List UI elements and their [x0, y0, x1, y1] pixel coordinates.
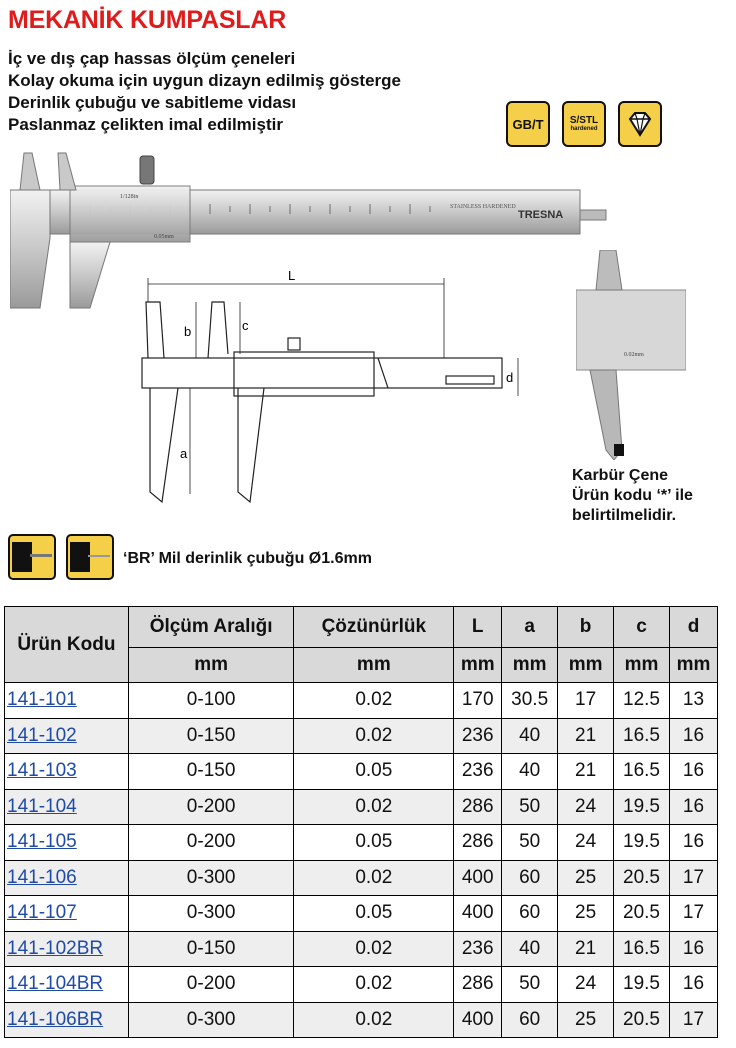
table-cell: 286 — [454, 825, 502, 861]
product-code-cell — [5, 718, 129, 754]
stainless-badge-label: S/STL — [569, 115, 599, 126]
table-cell: 24 — [558, 967, 614, 1003]
table-cell: 0.02 — [294, 1002, 454, 1038]
table-cell: 13 — [669, 683, 717, 719]
table-cell: 0-150 — [128, 718, 294, 754]
table-cell: 400 — [454, 896, 502, 932]
table-cell: 16.5 — [614, 931, 670, 967]
carbide-note — [572, 466, 693, 526]
product-code-cell — [5, 1002, 129, 1038]
feature-item: Derinlik çubuğu ve sabitleme vidası — [8, 93, 297, 112]
product-code-cell — [5, 967, 129, 1003]
table-cell: 50 — [502, 789, 558, 825]
header-a: a — [502, 607, 558, 648]
table-cell: 0.05 — [294, 825, 454, 861]
spec-table-body — [5, 683, 718, 1038]
table-cell: 21 — [558, 754, 614, 790]
table-cell: 50 — [502, 825, 558, 861]
depth-rod-icons — [8, 534, 114, 580]
table-row — [5, 754, 718, 790]
product-code-link[interactable]: 141-101 — [7, 689, 77, 711]
table-cell: 0.05 — [294, 754, 454, 790]
table-cell: 19.5 — [614, 825, 670, 861]
table-cell: 0-150 — [128, 754, 294, 790]
table-cell: 16.5 — [614, 754, 670, 790]
product-code-link[interactable]: 141-107 — [7, 902, 77, 924]
table-row — [5, 896, 718, 932]
table-cell: 21 — [558, 718, 614, 754]
resolution-mark: 0.05mm — [154, 234, 174, 240]
table-row — [5, 718, 718, 754]
unit-cell: mm — [614, 648, 670, 683]
depth-rod-icon — [8, 534, 56, 580]
dim-label-c: c — [242, 318, 249, 333]
header-product-code: Ürün Kodu — [5, 607, 129, 683]
brand-label: TRESNA — [518, 209, 564, 221]
carbide-note-line: Karbür Çene — [572, 467, 669, 484]
table-cell: 0-200 — [128, 967, 294, 1003]
table-cell: 20.5 — [614, 1002, 670, 1038]
table-cell: 0.02 — [294, 789, 454, 825]
round-depth-rod-icon — [66, 534, 114, 580]
stainless-badge-sublabel: hardened — [570, 126, 598, 132]
table-cell: 16 — [669, 931, 717, 967]
table-cell: 25 — [558, 896, 614, 932]
product-code-cell — [5, 683, 129, 719]
gbt-badge-label: GB/T — [512, 116, 544, 132]
table-cell: 60 — [502, 1002, 558, 1038]
dimension-diagram — [128, 262, 528, 522]
table-cell: 0.02 — [294, 967, 454, 1003]
table-cell: 17 — [669, 896, 717, 932]
header-c: c — [614, 607, 670, 648]
table-cell: 16 — [669, 825, 717, 861]
table-cell: 0-100 — [128, 683, 294, 719]
table-cell: 24 — [558, 789, 614, 825]
table-cell: 12.5 — [614, 683, 670, 719]
table-cell: 0-150 — [128, 931, 294, 967]
stainless-badge — [562, 101, 606, 147]
table-cell: 16 — [669, 967, 717, 1003]
product-code-link[interactable]: 141-102 — [7, 724, 77, 746]
table-row — [5, 683, 718, 719]
table-cell: 170 — [454, 683, 502, 719]
br-depth-rod-note: ‘BR’ Mil derinlik çubuğu Ø1.6mm — [123, 550, 372, 567]
header-b: b — [558, 607, 614, 648]
product-code-cell — [5, 931, 129, 967]
table-row — [5, 1002, 718, 1038]
precision-mark: 1/128in — [120, 194, 139, 200]
table-cell: 40 — [502, 718, 558, 754]
table-row — [5, 825, 718, 861]
dim-label-a: a — [180, 446, 188, 461]
table-cell: 20.5 — [614, 860, 670, 896]
unit-cell: mm — [294, 648, 454, 683]
table-cell: 236 — [454, 754, 502, 790]
table-cell: 16 — [669, 754, 717, 790]
carbide-resolution-mark: 0.02mm — [624, 352, 644, 358]
header-range: Ölçüm Aralığı — [128, 607, 294, 648]
table-cell: 17 — [669, 860, 717, 896]
page-title: MEKANİK KUMPASLAR — [8, 6, 287, 34]
table-cell: 20.5 — [614, 896, 670, 932]
table-cell: 0.05 — [294, 896, 454, 932]
table-cell: 17 — [669, 1002, 717, 1038]
spec-table — [4, 606, 718, 1038]
product-code-link[interactable]: 141-102BR — [7, 937, 104, 959]
table-cell: 16.5 — [614, 718, 670, 754]
product-code-cell — [5, 860, 129, 896]
product-code-cell — [5, 896, 129, 932]
table-row — [5, 931, 718, 967]
table-cell: 16 — [669, 789, 717, 825]
table-cell: 50 — [502, 967, 558, 1003]
unit-cell: mm — [502, 648, 558, 683]
carbide-note-line: Ürün kodu ‘*’ ile — [572, 487, 693, 504]
feature-item: İç ve dış çap hassas ölçüm çeneleri — [8, 49, 296, 68]
table-row — [5, 967, 718, 1003]
carbide-note-line: belirtilmelidir. — [572, 507, 677, 524]
unit-cell: mm — [558, 648, 614, 683]
table-cell: 19.5 — [614, 967, 670, 1003]
scale-label: STAINLESS HARDENED — [450, 204, 516, 210]
table-cell: 40 — [502, 931, 558, 967]
table-cell: 0.02 — [294, 931, 454, 967]
table-cell: 236 — [454, 931, 502, 967]
dim-label-L: L — [288, 268, 296, 283]
table-row — [5, 789, 718, 825]
table-cell: 0.02 — [294, 683, 454, 719]
header-resolution: Çözünürlük — [294, 607, 454, 648]
table-cell: 25 — [558, 860, 614, 896]
table-cell: 0-300 — [128, 1002, 294, 1038]
table-cell: 21 — [558, 931, 614, 967]
table-cell: 40 — [502, 754, 558, 790]
product-code-link[interactable]: 141-106 — [7, 866, 77, 888]
carbide-jaw-photo — [576, 250, 686, 460]
product-code-cell — [5, 789, 129, 825]
table-cell: 0-300 — [128, 860, 294, 896]
table-cell: 0-200 — [128, 825, 294, 861]
table-cell: 16 — [669, 718, 717, 754]
feature-item: Paslanmaz çelikten imal edilmiştir — [8, 115, 283, 134]
unit-cell: mm — [669, 648, 717, 683]
table-cell: 30.5 — [502, 683, 558, 719]
table-cell: 236 — [454, 718, 502, 754]
table-cell: 0-200 — [128, 789, 294, 825]
gbt-badge — [506, 101, 550, 147]
product-code-link[interactable]: 141-104 — [7, 795, 77, 817]
table-cell: 286 — [454, 789, 502, 825]
table-cell: 24 — [558, 825, 614, 861]
unit-cell: mm — [128, 648, 294, 683]
table-cell: 400 — [454, 860, 502, 896]
header-L: L — [454, 607, 502, 648]
unit-cell: mm — [454, 648, 502, 683]
table-cell: 60 — [502, 896, 558, 932]
feature-item: Kolay okuma için uygun dizayn edilmiş gösterge — [8, 71, 401, 90]
table-cell: 400 — [454, 1002, 502, 1038]
standard-badges — [506, 101, 662, 147]
table-row — [5, 860, 718, 896]
diamond-icon — [618, 101, 662, 147]
table-cell: 0-300 — [128, 896, 294, 932]
product-code-link[interactable]: 141-103 — [7, 760, 77, 782]
table-cell: 0.02 — [294, 860, 454, 896]
feature-list — [8, 48, 401, 136]
table-cell: 0.02 — [294, 718, 454, 754]
table-cell: 286 — [454, 967, 502, 1003]
product-code-link[interactable]: 141-105 — [7, 831, 77, 853]
header-d: d — [669, 607, 717, 648]
dim-label-d: d — [506, 370, 514, 385]
table-cell: 60 — [502, 860, 558, 896]
product-code-link[interactable]: 141-106BR — [7, 1008, 104, 1030]
product-code-link[interactable]: 141-104BR — [7, 973, 104, 995]
dim-label-b: b — [184, 324, 192, 339]
table-cell: 17 — [558, 683, 614, 719]
table-cell: 19.5 — [614, 789, 670, 825]
table-cell: 25 — [558, 1002, 614, 1038]
product-code-cell — [5, 754, 129, 790]
product-code-cell — [5, 825, 129, 861]
